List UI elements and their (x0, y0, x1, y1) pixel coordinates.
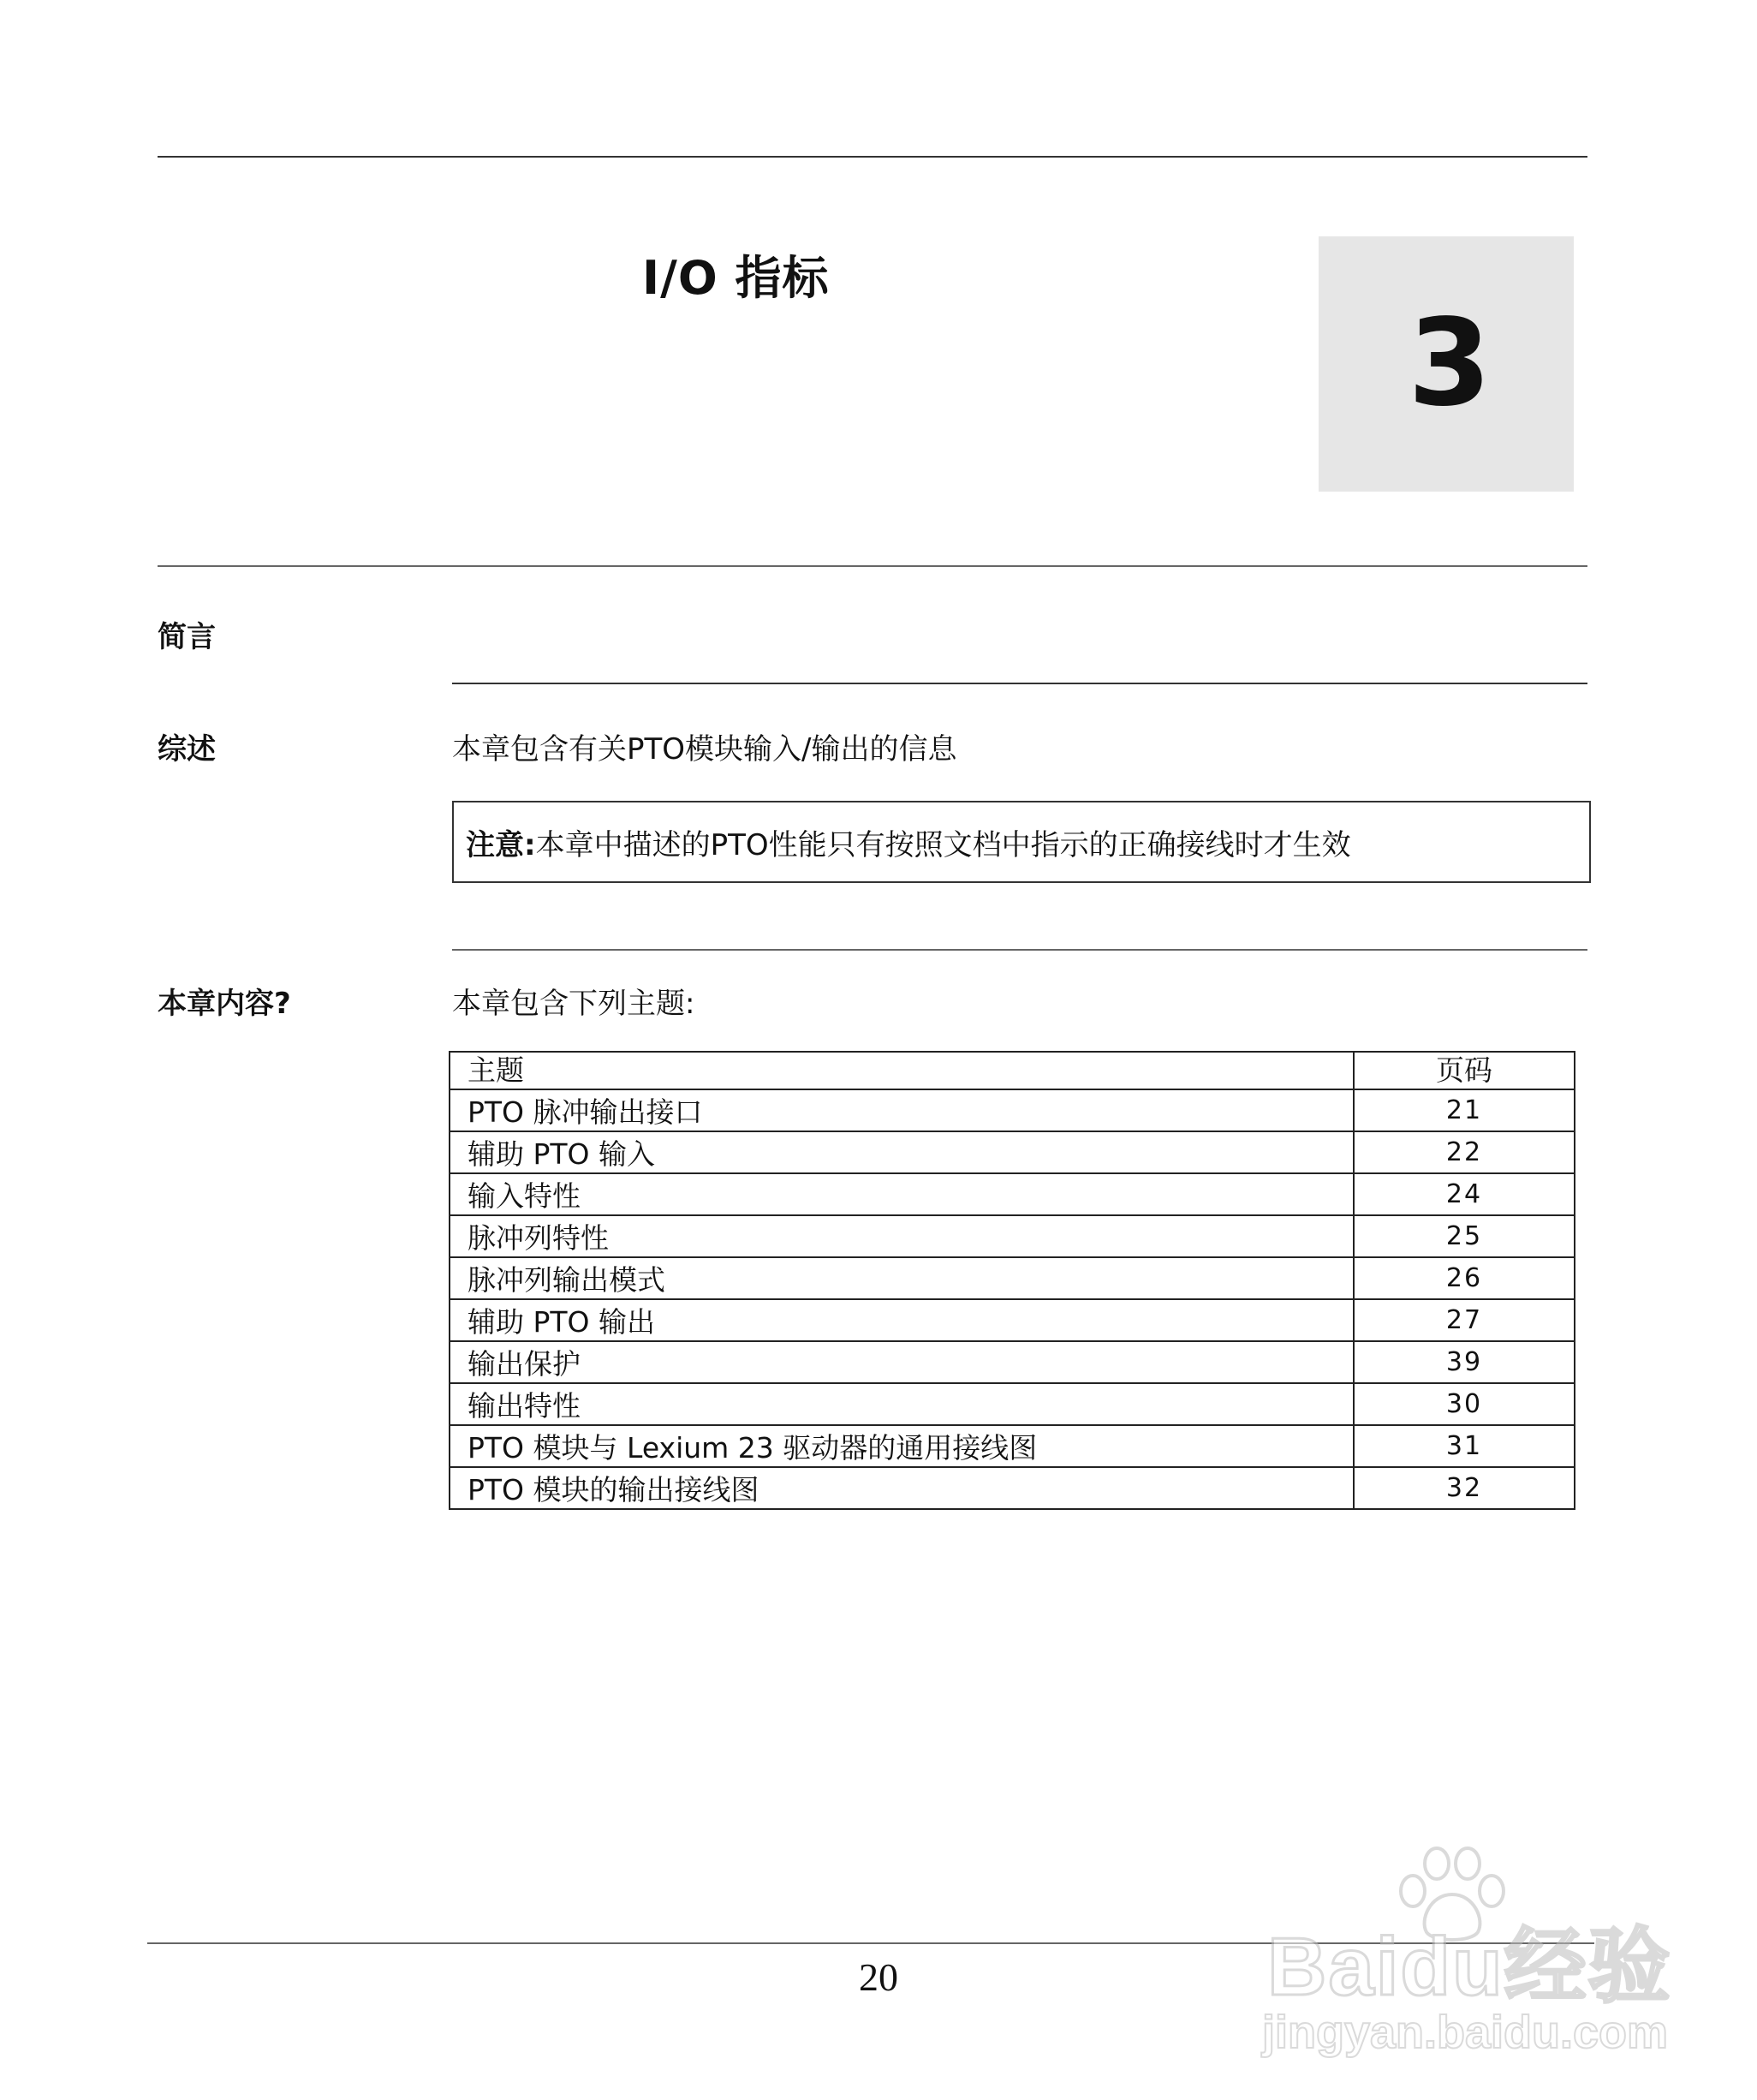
toc-topic: PTO 模块与 Lexium 23 驱动器的通用接线图 (450, 1425, 1354, 1467)
toc-header-page: 页码 (1354, 1052, 1575, 1089)
toc-header-topic: 主题 (450, 1052, 1354, 1089)
toc-page: 31 (1354, 1425, 1575, 1467)
toc-topic: 辅助 PTO 输入 (450, 1131, 1354, 1173)
top-rule (158, 156, 1587, 158)
toc-topic: PTO 模块的输出接线图 (450, 1467, 1354, 1509)
toc-page: 30 (1354, 1383, 1575, 1425)
table-row (450, 1257, 1575, 1299)
toc-topic: 辅助 PTO 输出 (450, 1299, 1354, 1341)
contents-intro: 本章包含下列主题: (452, 987, 695, 1021)
table-row (450, 1089, 1575, 1131)
table-row (450, 1341, 1575, 1383)
toc-topic: PTO 脉冲输出接口 (450, 1089, 1354, 1131)
toc-page: 27 (1354, 1299, 1575, 1341)
baidu-watermark (1250, 1841, 1695, 2064)
chapter-number-box (1319, 236, 1574, 492)
page-number: 20 (859, 1955, 898, 1999)
table-row (450, 1173, 1575, 1215)
toc-topic: 脉冲列特性 (450, 1215, 1354, 1257)
note-label: 注意: (466, 827, 536, 862)
watermark-url: jingyan.baidu.com (1262, 2007, 1669, 2058)
table-row (450, 1299, 1575, 1341)
section-rule (158, 565, 1587, 567)
table-row (450, 1425, 1575, 1467)
toc-page: 39 (1354, 1341, 1575, 1383)
note-box (452, 801, 1591, 883)
toc-table (449, 1051, 1575, 1510)
watermark-brand: Baidu经验 (1267, 1921, 1672, 2013)
contents-rule (452, 949, 1587, 951)
table-row (450, 1215, 1575, 1257)
table-row (450, 1383, 1575, 1425)
intro-label: 简言 (158, 620, 216, 654)
toc-topic: 输入特性 (450, 1173, 1354, 1215)
note-text: 本章中描述的PTO性能只有按照文档中指示的正确接线时才生效 (535, 827, 1351, 862)
toc-topic: 脉冲列输出模式 (450, 1257, 1354, 1299)
table-row (450, 1131, 1575, 1173)
toc-page: 26 (1354, 1257, 1575, 1299)
chapter-title: I/O 指标 (642, 251, 830, 305)
toc-page: 21 (1354, 1089, 1575, 1131)
overview-label: 综述 (158, 732, 216, 767)
chapter-number: 3 (1408, 294, 1492, 433)
contents-label: 本章内容? (158, 987, 291, 1021)
overview-text: 本章包含有关PTO模块输入/输出的信息 (452, 732, 957, 767)
toc-page: 32 (1354, 1467, 1575, 1509)
toc-page: 24 (1354, 1173, 1575, 1215)
toc-topic: 输出保护 (450, 1341, 1354, 1383)
toc-header-row (450, 1052, 1575, 1089)
overview-rule (452, 683, 1587, 684)
toc-topic: 输出特性 (450, 1383, 1354, 1425)
toc-page: 25 (1354, 1215, 1575, 1257)
toc-page: 22 (1354, 1131, 1575, 1173)
table-row (450, 1467, 1575, 1509)
